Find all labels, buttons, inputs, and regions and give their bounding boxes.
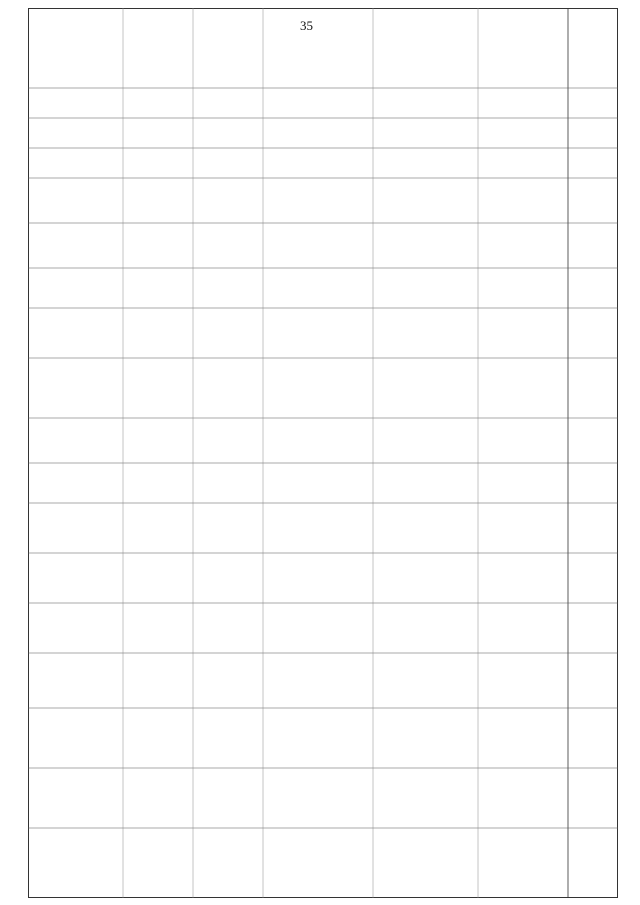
table-grid <box>28 8 618 898</box>
rotated-table <box>28 8 618 898</box>
page-number: 35 <box>300 18 313 33</box>
